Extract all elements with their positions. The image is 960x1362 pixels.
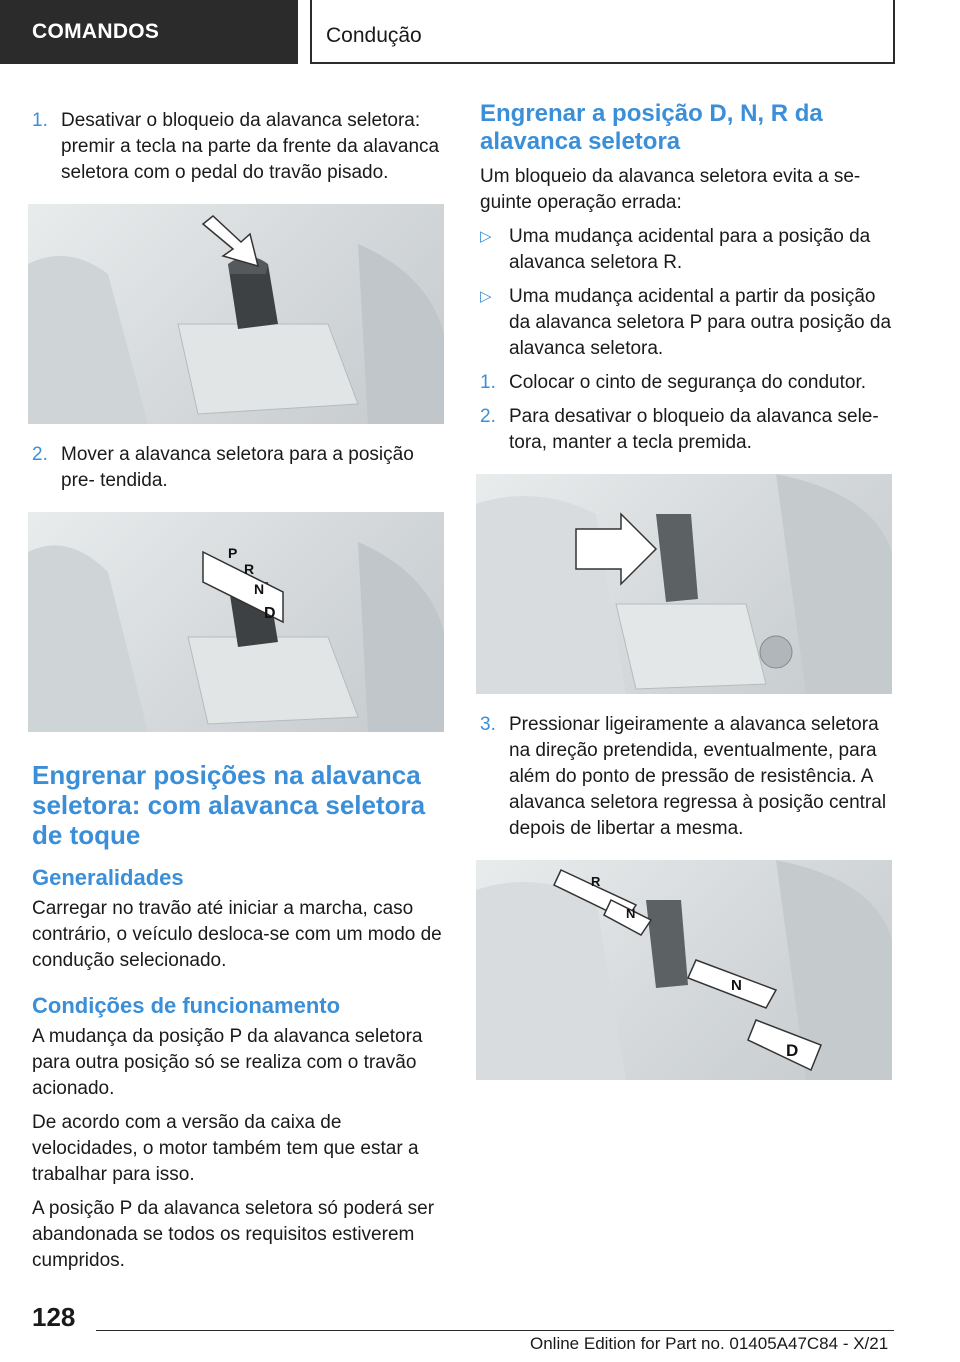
left-column [32, 108, 444, 1282]
position-label-n: N [254, 581, 265, 597]
seat-right [358, 542, 444, 732]
step-number: 2. [480, 406, 496, 427]
step-text: Mover a alavanca seletora para a posição pre- tendida. [61, 444, 414, 491]
console-boot [616, 604, 766, 689]
chapter-tab: COMANDOS [0, 0, 298, 64]
label-d: D [786, 1041, 799, 1060]
step-1 [32, 108, 444, 186]
controller-knob [760, 636, 792, 668]
seat-left [28, 545, 148, 732]
step-text: Desativar o bloqueio da alavanca seletora: premir a tecla na parte da frente da alavanca seletora com o pedal do travão pisado. [61, 110, 440, 183]
position-label-d: D [264, 605, 276, 622]
touch-lever-illustration [476, 474, 892, 694]
step-number: 1. [480, 372, 496, 393]
position-label-r: R [244, 561, 255, 577]
edition-note: Online Edition for Part no. 01405A47C84 - X/21 [530, 1334, 889, 1353]
seat-right [358, 244, 444, 424]
lever-positions-illustration [28, 512, 444, 732]
step-number: 1. [32, 110, 48, 131]
header-underline [310, 62, 895, 64]
bullet-text: Uma mudança acidental a partir da posição da alavanca seletora P para outra posição da alavanca seletora. [509, 286, 892, 359]
intro-paragraph: Um bloqueio da alavanca seletora evita a se- guinte operação errada: [480, 166, 861, 213]
step-text: Para desativar o bloqueio da alavanca sele- tora, manter a tecla premida. [509, 406, 879, 453]
label-r: R [591, 874, 601, 889]
figure-lever-positions [28, 512, 444, 732]
section-title: Condução [326, 24, 422, 47]
bullet-marker: ▷ [480, 228, 492, 245]
subheading-general: Generalidades [32, 865, 184, 890]
seat-left [28, 256, 148, 424]
step-text: Pressionar ligeiramente a alavanca seletora na direção pretendida, eventualmente, para além do ponto de pressão de resistência. A alavanca seletora regressa à posição central depois de libertar a mesma. [509, 714, 887, 839]
step-r3 [480, 712, 892, 842]
bullet-marker: ▷ [480, 288, 492, 305]
bullet-text: Uma mudança acidental para a posição da alavanca seletora R. [509, 226, 871, 273]
section-heading-right: Engrenar a posição D, N, R da alavanca seletora [480, 100, 823, 155]
position-label-p: P [228, 545, 238, 561]
step-r1 [480, 370, 892, 396]
step-number: 3. [480, 714, 496, 735]
figure-press-button [28, 204, 444, 424]
section-heading: Engrenar posições na alavanca seletora: com alavanca seletora de toque [32, 760, 426, 850]
step-number: 2. [32, 444, 48, 465]
page-number: 128 [32, 1302, 76, 1332]
figure-tap-directions [476, 860, 892, 1080]
selector-lever-illustration [28, 204, 444, 424]
header-divider-right [893, 0, 895, 64]
footer-divider [96, 1330, 894, 1331]
console-boot [188, 637, 358, 724]
paragraph-conditions-1: A mudança da posição P da alavanca seletora para outra posição só se realiza com o travão acionado. [32, 1026, 423, 1099]
lever-knob [656, 514, 698, 602]
tap-directions-illustration [476, 860, 892, 1080]
paragraph-conditions-3: A posição P da alavanca seletora só poderá ser abandonada se todos os requisitos estiverem cumpridos. [32, 1198, 435, 1271]
paragraph-conditions-2: De acordo com a versão da caixa de velocidades, o motor também tem que estar a trabalhar para isso. [32, 1112, 419, 1185]
press-arrow [203, 216, 258, 266]
console-boot [178, 324, 358, 414]
bullet-1 [480, 224, 892, 276]
subheading-conditions: Condições de funcionamento [32, 993, 341, 1018]
bullet-2 [480, 284, 892, 362]
lever-knob [646, 900, 688, 988]
console-left [476, 496, 626, 694]
step-r2 [480, 404, 892, 456]
figure-hold-button [476, 474, 892, 694]
header-divider [310, 0, 312, 64]
step-2 [32, 442, 444, 494]
right-column [480, 100, 892, 1098]
step-text: Colocar o cinto de segurança do condutor. [509, 372, 867, 393]
console-left [476, 882, 626, 1080]
label-n-up: N [626, 906, 636, 921]
paragraph-general: Carregar no travão até iniciar a marcha, caso contrário, o veículo desloca-se com um modo de condução selecionado. [32, 898, 442, 971]
label-n-down: N [731, 977, 742, 994]
seat-right [776, 474, 892, 694]
